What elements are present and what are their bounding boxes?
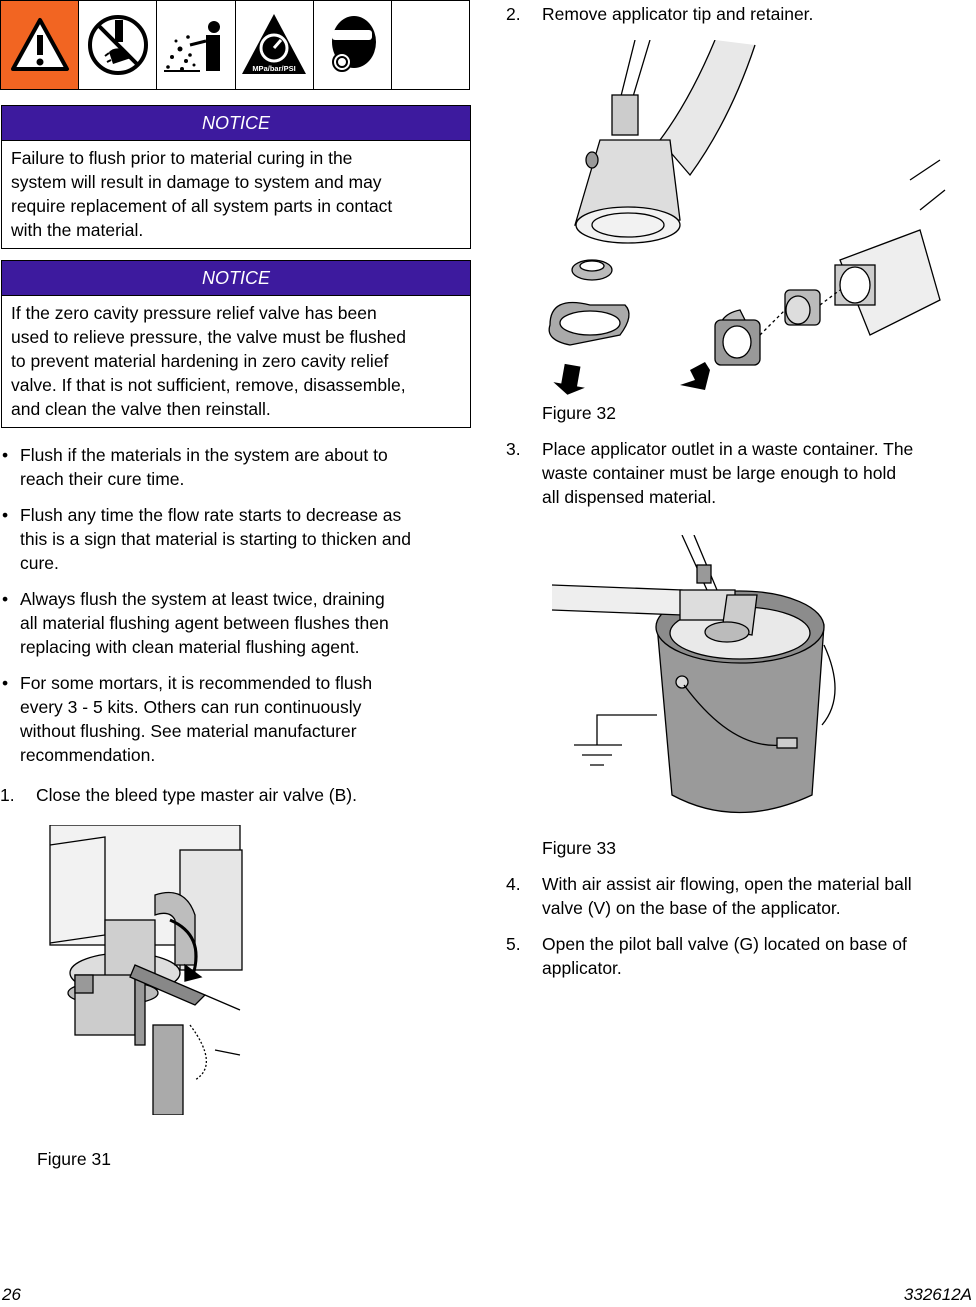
step-text: Close the bleed type master air valve (B). [36,785,357,805]
step-text: Place applicator outlet in a waste container. The [542,439,914,459]
notice-flush-curing [1,105,471,249]
notice-line: and clean the valve then reinstall. [11,399,271,419]
bullet-marker: • [2,673,9,693]
list-line: without flushing. See material manufacturer [20,721,357,741]
pressure-relief-icon [236,1,314,89]
notice-line: to prevent material hardening in zero cavity relief [11,351,389,371]
notice-relief-valve [1,260,471,428]
step-text: valve (V) on the base of the applicator. [542,898,841,918]
list-line: replacing with clean material flushing agent. [20,637,360,657]
list-line: Always flush the system at least twice, draining [20,589,385,609]
step-number: 3. [506,439,521,459]
list-line: every 3 - 5 kits. Others can run continuously [20,697,362,717]
no-hand-injection-icon [79,1,157,89]
step-number: 5. [506,934,521,954]
step-number: 2. [506,4,521,24]
list-item [0,587,472,659]
list-line: this is a sign that material is starting to thicken and [20,529,412,549]
step-1 [0,783,470,807]
list-line: Flush if the materials in the system are about to [20,445,388,465]
figure-33-waste-container-illustration [552,535,842,825]
list-line: Flush any time the flow rate starts to decrease as [20,505,402,525]
step-3 [506,437,976,509]
step-4 [506,872,976,920]
figure-31-master-air-valve-illustration [45,825,245,1115]
step-text: Open the pilot ball valve (G) located on base of [542,934,907,954]
splash-hazard-icon [157,1,235,89]
step-text: applicator. [542,958,622,978]
notice-line: If the zero cavity pressure relief valve has been [11,303,377,323]
figure-31-caption: Figure 31 [37,1149,111,1169]
notice-body [2,296,470,427]
list-line: cure. [20,553,59,573]
notice-title: NOTICE [2,261,470,296]
notice-line: system will result in damage to system and may [11,172,382,192]
list-line: reach their cure time. [20,469,185,489]
step-number: 4. [506,874,521,894]
list-item [0,503,472,575]
notice-body [2,141,470,248]
list-item [0,671,472,767]
step-text: all dispensed material. [542,487,717,507]
step-text: waste container must be large enough to hold [542,463,897,483]
figure-32-remove-tip-illustration [540,40,950,395]
document-id: 332612A [903,1285,972,1304]
flush-guidelines-list [0,443,472,779]
list-line: recommendation. [20,745,156,765]
figure-33-caption: Figure 33 [542,838,616,858]
step-2 [506,2,976,26]
bullet-marker: • [2,589,9,609]
step-text: Remove applicator tip and retainer. [542,4,814,24]
notice-line: valve. If that is not sufficient, remove, disassemble, [11,375,406,395]
notice-line: Failure to flush prior to material curing in the [11,148,353,168]
page-number: 26 [2,1285,21,1304]
list-line: all material flushing agent between flushes then [20,613,389,633]
notice-line: require replacement of all system parts in contact [11,196,393,216]
notice-line: used to relieve pressure, the valve must be flushed [11,327,406,347]
step-number: 1. [0,785,15,805]
notice-title: NOTICE [2,106,470,141]
warning-icon [1,1,79,89]
empty-icon-cell [392,1,469,89]
notice-line: with the material. [11,220,144,240]
respirator-icon [314,1,392,89]
safety-icon-strip [0,0,470,90]
list-line: For some mortars, it is recommended to flush [20,673,373,693]
pressure-units-label: MPa/bar/PSI [252,64,296,73]
figure-32-caption: Figure 32 [542,403,616,423]
step-5 [506,932,976,980]
bullet-marker: • [2,505,9,525]
list-item [0,443,472,491]
step-text: With air assist air flowing, open the material ball [542,874,912,894]
bullet-marker: • [2,445,9,465]
